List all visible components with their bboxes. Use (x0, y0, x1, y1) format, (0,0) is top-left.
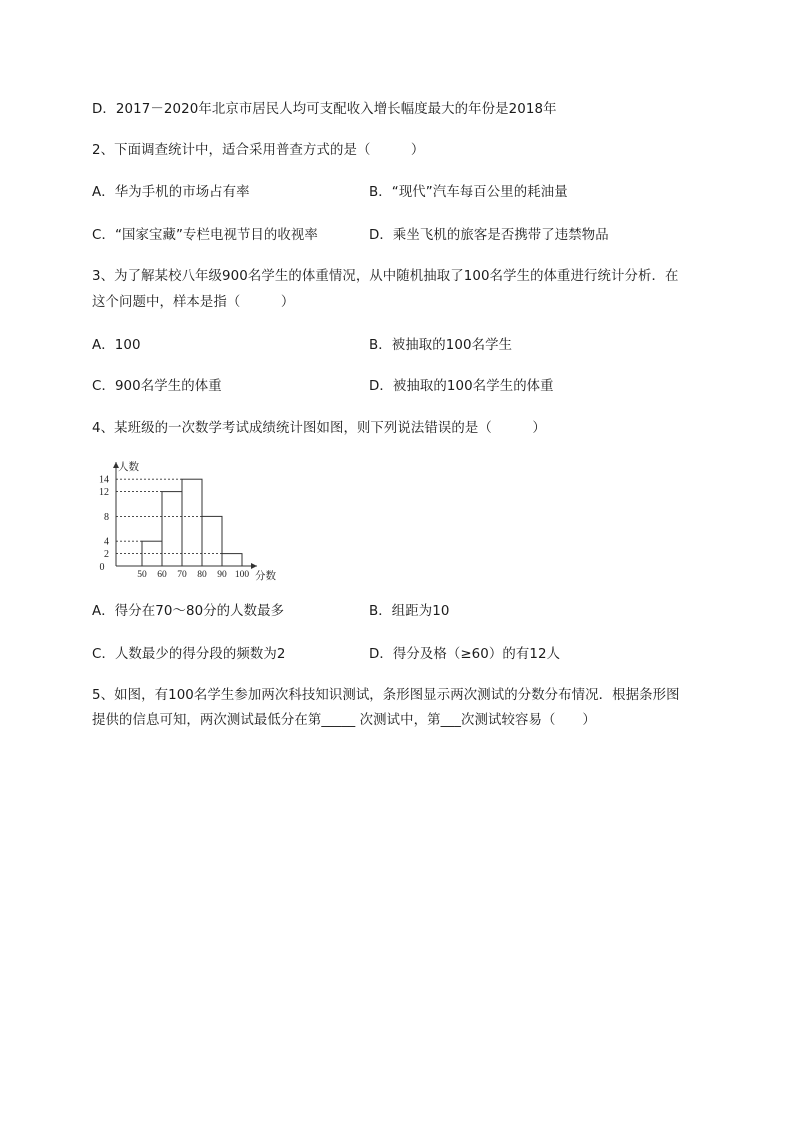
y-tick-label-2: 2 (104, 549, 109, 561)
x-tick-label-60: 60 (157, 570, 167, 580)
q3-stem-line1: 3、为了解某校八年级900名学生的体重情况，从中随机抽取了100名学生的体重进行统计分析．在 (92, 269, 679, 284)
x-axis-arrow (251, 563, 257, 569)
x-axis-label: 分数 (255, 571, 276, 582)
q4-option-b: B．组距为10 (369, 604, 450, 619)
q3-option-b: B．被抽取的100名学生 (369, 338, 513, 353)
q4-option-a: A．得分在70～80分的人数最多 (92, 604, 285, 619)
y-tick-label-12: 12 (99, 487, 109, 499)
x-tick-label-70: 70 (177, 570, 187, 580)
bar-70-80 (182, 479, 202, 566)
q2-option-a: A．华为手机的市场占有率 (92, 185, 250, 200)
score-histogram (92, 458, 282, 582)
q3-option-c: C．900名学生的体重 (92, 379, 222, 394)
y-axis-label: 人数 (118, 462, 139, 473)
q2-option-d: D．乘坐飞机的旅客是否携带了违禁物品 (369, 228, 609, 243)
x-tick-label-90: 90 (217, 570, 227, 580)
q3-option-a: A．100 (92, 338, 141, 353)
bar-90-100 (222, 554, 242, 566)
y-tick-label-8: 8 (104, 511, 109, 523)
x-tick-label-50: 50 (137, 570, 147, 580)
q4-option-c: C．人数最少的得分段的频数为2 (92, 647, 286, 662)
q5-stem-line2: 提供的信息可知，两次测试最低分在第_____ 次测试中，第___次测试较容易（ ） (92, 713, 596, 728)
q2-option-b: B．“现代”汽车每百公里的耗油量 (369, 185, 568, 200)
x-tick-label-80: 80 (197, 570, 207, 580)
q2-option-c: C．“国家宝藏”专栏电视节目的收视率 (92, 228, 318, 243)
q3-option-d: D．被抽取的100名学生的体重 (369, 379, 554, 394)
q4-stem: 4、某班级的一次数学考试成绩统计图如图，则下列说法错误的是（ ） (92, 421, 546, 436)
q5-stem-line1: 5、如图，有100名学生参加两次科技知识测试，条形图显示两次测试的分数分布情况．根据条形图 (92, 688, 680, 703)
origin-label: 0 (99, 562, 105, 573)
y-tick-label-14: 14 (99, 474, 109, 486)
q2-stem: 2、下面调查统计中，适合采用普查方式的是（ ） (92, 143, 425, 158)
bar-60-70 (162, 492, 182, 566)
q3-stem-line2: 这个问题中，样本是指（ ） (92, 295, 295, 310)
bar-80-90 (202, 516, 222, 566)
q4-option-d: D．得分及格（≥60）的有12人 (369, 647, 561, 662)
q1-option-d: D．2017－2020年北京市居民人均可支配收入增长幅度最大的年份是2018年 (92, 102, 557, 117)
y-tick-label-4: 4 (104, 536, 109, 548)
x-tick-label-100: 100 (234, 570, 250, 580)
